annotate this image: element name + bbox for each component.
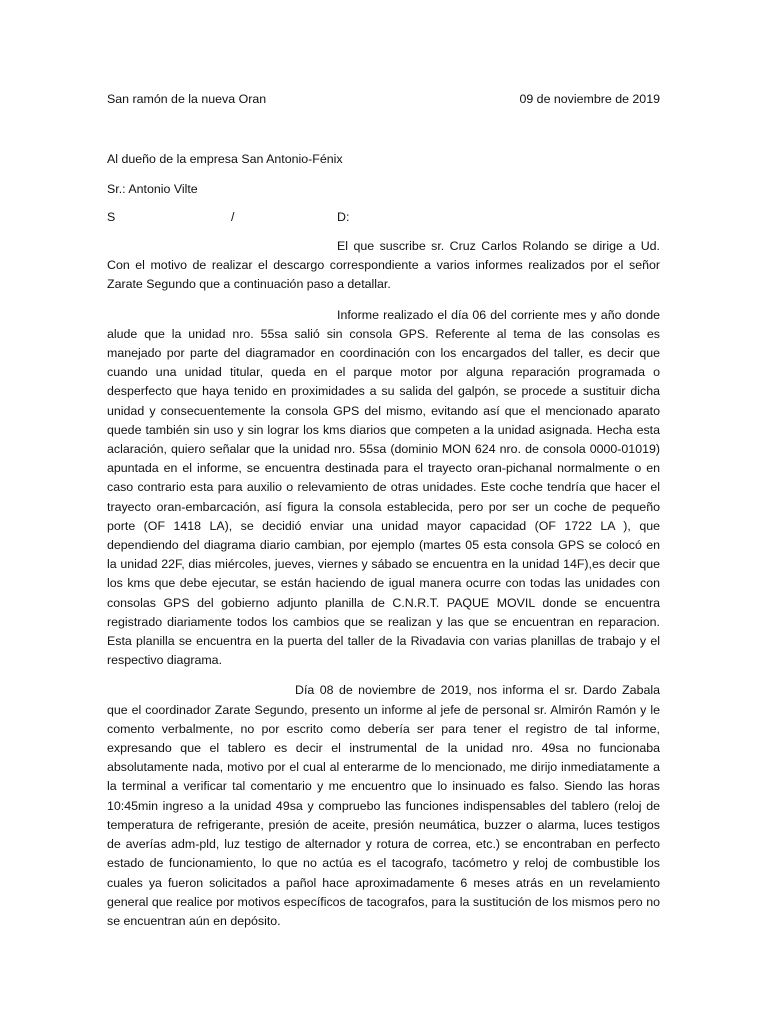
- sd-slash: /: [231, 210, 235, 224]
- sd-s: S: [107, 210, 116, 224]
- date-text: 09 de noviembre de 2019: [519, 92, 660, 106]
- sd-salutation: [107, 208, 357, 228]
- recipient-name: Sr.: Antonio Vilte: [107, 182, 198, 196]
- sd-d: D:: [337, 210, 350, 224]
- paragraph-intro: El que suscribe sr. Cruz Carlos Rolando se dirige a Ud. Con el motivo de realizar el descargo correspondiente a varios informes realizados por el señor Zarate Segundo que a continuación paso a detallar.: [107, 239, 660, 292]
- letter-body: [107, 237, 660, 942]
- place-text: San ramón de la nueva Oran: [107, 92, 267, 106]
- letter-header: [107, 90, 660, 109]
- paragraph-gps-report: Informe realizado el día 06 del corriente mes y año donde alude que la unidad nro. 55sa salió sin consola GPS. Referente al tema de las consolas es manejado por parte del diagramador en coordinación con los encargados del taller, es decir que cuando una unidad titular, queda en el parque motor por alguna reparación programada o desperfecto que haya tenido en proximidades a su salida del galpón, se procede a sustituir dicha unidad y consecuentemente la consola GPS del mismo, evitando así que el mencionado aparato quede también sin uso y sin lograr los kms diarios que competen a la unidad asignada. Hecha esta aclaración, quiero señalar que la unidad nro. 55sa (dominio MON 624 nro. de consola 0000-01019) apuntada en el informe, se encuentra destinada para el trayecto oran-pichanal normalmente o en caso contrario esta para auxilio o relevamiento de otras unidades. Este coche tendría que hacer el trayecto oran-embarcación, así figura la consola establecida, pero por ser un coche de pequeño porte (OF 1418 LA), se decidió enviar una unidad mayor capacidad (OF 1722 LA ), que dependiendo del diagrama diario cambian, por ejemplo (martes 05 esta consola GPS se colocó en la unidad 22F, dias miércoles, jueves, viernes y sábado se encuentra en la unidad 14F),es decir que los kms que debe ejecutar, se están haciendo de igual manera ocurre con todas las unidades con consolas GPS del gobierno adjunto planilla de C.N.R.T. PAQUE MOVIL donde se encuentra registrado diariamente todos los cambios que se realizan y las que se encuentran en reparacion. Esta planilla se encuentra en la puerta del taller de la Rivadavia con varias planillas de trabajo y el respectivo diagrama.: [107, 307, 660, 668]
- paragraph-dashboard-report: Día 08 de noviembre de 2019, nos informa el sr. Dardo Zabala que el coordinador Zarate Segundo, presento un informe al jefe de personal sr. Almirón Ramón y le comento verbalmente, no por escrito como debería ser para tener el registro de tal informe, expresando que el tablero es decir el instrumental de la unidad nro. 49sa no funcionaba absolutamente nada, motivo por el cual al enterarme de lo mencionado, me dirijo inmediatamente a la terminal a verificar tal comentario y me encuentro que lo insinuado es falso. Siendo las horas 10:45min ingreso a la unidad 49sa y compruebo las funciones indispensables del tablero (reloj de temperatura de refrigerante, presión de aceite, presión neumática, buzzer o alarma, luces testigos de averías adm-pld, luz testigo de alternador y rotura de correa, etc.) se encontraban en perfecto estado de funcionamiento, lo que no actúa es el tacografo, tacómetro y reloj de combustible los cuales ya fueron solicitados a pañol hace aproximadamente 6 meses atrás en un revelamiento general que realice por motivos específicos de tacografos, para la sustitución de los mismos pero no se encuentran aún en depósito.: [107, 683, 660, 928]
- recipient-line: Al dueño de la empresa San Antonio-Fénix: [107, 152, 343, 166]
